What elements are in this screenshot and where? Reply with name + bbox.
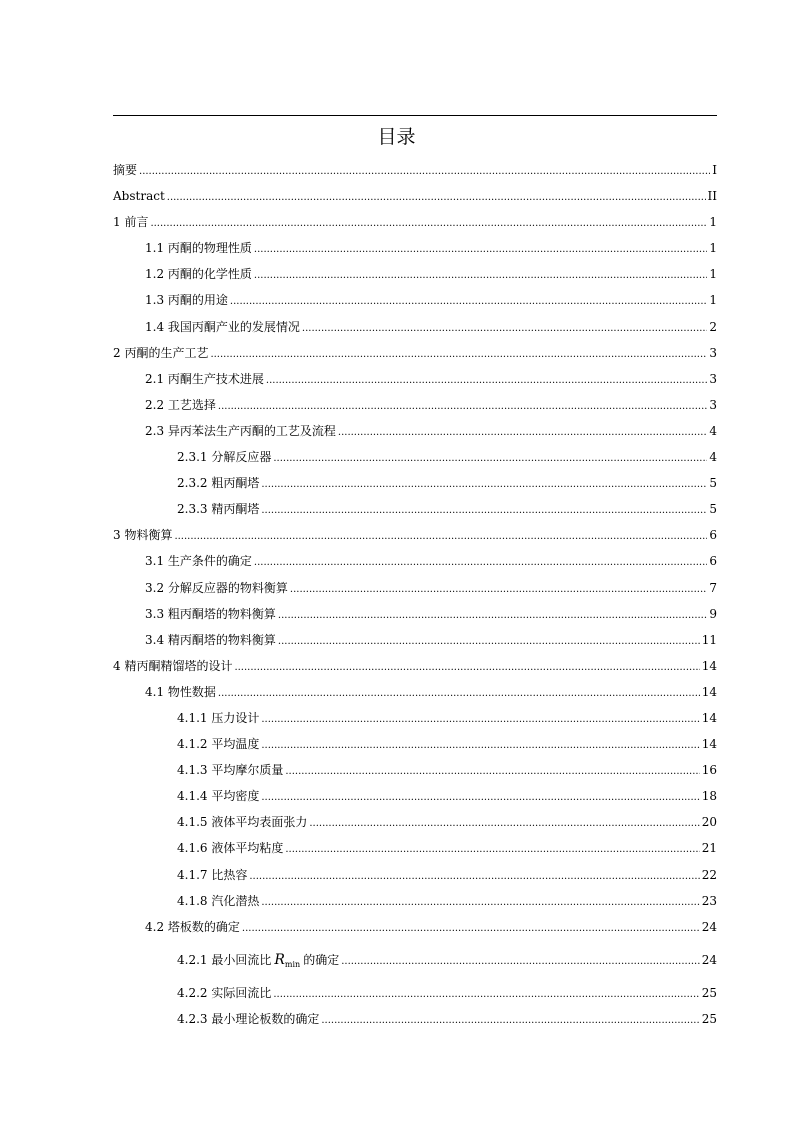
toc-entry-text: 4.1.1 压力设计 [177, 710, 260, 725]
toc-entry-text: 1.2 丙酮的化学性质 [145, 267, 252, 282]
toc-entry-text: 3 物料衡算 [113, 528, 173, 543]
toc-entry[interactable] [113, 888, 717, 914]
toc-entry-label [177, 731, 259, 757]
toc-entry-label [113, 209, 148, 235]
toc-page-number: 5 [709, 476, 717, 491]
toc-page-number: 14 [701, 684, 717, 699]
toc-entry[interactable] [113, 522, 717, 548]
toc-page-number: 11 [701, 632, 717, 647]
toc-entry-text: 3.4 精丙酮塔的物料衡算 [145, 632, 276, 647]
toc-entry-text: 2.3.3 精丙酮塔 [177, 502, 260, 517]
toc-entry[interactable] [113, 418, 717, 444]
toc-entry-text: 1.3 丙酮的用途 [145, 293, 228, 308]
toc-entry[interactable] [113, 809, 717, 835]
toc-entry-label [145, 679, 216, 705]
table-of-contents [113, 157, 717, 1032]
toc-entry[interactable] [113, 548, 717, 574]
dot-leader [273, 446, 707, 472]
toc-page-number: 14 [701, 710, 717, 725]
toc-entry-label [145, 261, 252, 287]
toc-entry[interactable] [113, 757, 717, 783]
dot-leader [278, 603, 707, 629]
dot-leader [210, 342, 707, 368]
toc-page-number: 1 [709, 293, 717, 308]
toc-entry-text: 3.1 生产条件的确定 [145, 554, 252, 569]
dot-leader [285, 837, 699, 863]
toc-page-number: 21 [701, 841, 717, 856]
toc-entry-text: 4.1.8 汽化潜热 [177, 893, 260, 908]
toc-entry-text: 2.3.2 粗丙酮塔 [177, 476, 260, 491]
toc-page-number: 1 [709, 215, 717, 230]
toc-entry-label [177, 496, 259, 522]
toc-entry-label [113, 653, 232, 679]
toc-entry-text: 2.1 丙酮生产技术进展 [145, 371, 264, 386]
toc-page-number: 5 [709, 502, 717, 517]
toc-entry-label [113, 340, 208, 366]
toc-entry[interactable] [113, 783, 717, 809]
toc-entry[interactable] [113, 287, 717, 313]
toc-entry[interactable] [113, 235, 717, 261]
dot-leader [234, 655, 699, 681]
dot-leader [266, 368, 707, 394]
toc-entry-label [177, 1006, 319, 1032]
dot-leader [285, 759, 699, 785]
toc-entry-text: 2.3.1 分解反应器 [177, 450, 272, 465]
toc-entry-label [145, 287, 228, 313]
dot-leader [254, 263, 707, 289]
toc-entry[interactable] [113, 705, 717, 731]
toc-entry[interactable] [113, 392, 717, 418]
toc-entry-label [145, 314, 300, 340]
toc-page-number: 22 [701, 867, 717, 882]
toc-entry[interactable] [113, 444, 717, 470]
math-subscript: min [284, 959, 301, 969]
toc-entry[interactable] [113, 1006, 717, 1032]
toc-entry-text: 4.1.2 平均温度 [177, 737, 260, 752]
toc-entry[interactable] [113, 366, 717, 392]
dot-leader [273, 982, 699, 1008]
toc-entry-text: 3.2 分解反应器的物料衡算 [145, 580, 288, 595]
toc-entry[interactable] [113, 261, 717, 287]
toc-entry-label [177, 783, 259, 809]
toc-entry[interactable] [113, 496, 717, 522]
toc-entry[interactable] [113, 731, 717, 757]
dot-leader [321, 1008, 699, 1034]
toc-entry-text: 4.1.4 平均密度 [177, 789, 260, 804]
toc-entry[interactable] [113, 862, 717, 888]
toc-page-number: II [707, 189, 717, 204]
toc-entry-label [113, 157, 137, 183]
dot-leader [338, 420, 707, 446]
toc-page-number: 6 [709, 528, 717, 543]
toc-entry[interactable] [113, 980, 717, 1006]
dot-leader [261, 472, 707, 498]
toc-entry-label [177, 980, 271, 1006]
dot-leader [254, 550, 707, 576]
toc-entry-label [177, 757, 283, 783]
toc-entry-label [113, 522, 172, 548]
toc-page-number: 24 [701, 919, 717, 934]
toc-page-number: 4 [709, 450, 717, 465]
dot-leader [309, 811, 699, 837]
dot-leader [254, 237, 707, 263]
toc-entry[interactable] [113, 340, 717, 366]
toc-page-number: 18 [701, 789, 717, 804]
toc-page-number: 20 [701, 815, 717, 830]
toc-entry-text: 1.1 丙酮的物理性质 [145, 241, 252, 256]
toc-page-number: 25 [701, 1011, 717, 1026]
toc-entry[interactable] [113, 914, 717, 940]
toc-entry-label [177, 835, 283, 861]
dot-leader [261, 707, 699, 733]
toc-entry-label [177, 705, 259, 731]
toc-page-number: 1 [709, 267, 717, 282]
toc-entry-text: 4.2.2 实际回流比 [177, 985, 272, 1000]
toc-entry-text: 4.1.3 平均摩尔质量 [177, 763, 284, 778]
toc-entry-label [177, 470, 259, 496]
dot-leader [150, 211, 707, 237]
dot-leader [261, 785, 699, 811]
toc-page-number: 14 [701, 658, 717, 673]
toc-entry-text: 4.2.3 最小理论板数的确定 [177, 1011, 320, 1026]
toc-entry[interactable] [113, 601, 717, 627]
toc-entry-label [145, 366, 264, 392]
toc-entry-text: 4.1.6 液体平均粘度 [177, 841, 284, 856]
toc-entry[interactable] [113, 653, 717, 679]
toc-entry-text: 1 前言 [113, 215, 149, 230]
toc-page-number: 6 [709, 554, 717, 569]
toc-entry-label [145, 418, 336, 444]
toc-entry-label [145, 235, 252, 261]
toc-entry-text: 4 精丙酮精馏塔的设计 [113, 658, 233, 673]
toc-entry-label [145, 914, 240, 940]
toc-entry[interactable] [113, 575, 717, 601]
toc-page-number: I [712, 163, 717, 177]
toc-entry[interactable] [113, 627, 717, 653]
toc-entry-label [113, 183, 165, 209]
toc-entry-label [177, 888, 259, 914]
header-rule [113, 115, 717, 116]
toc-page-number: 7 [709, 580, 717, 595]
toc-entry[interactable] [113, 183, 717, 209]
dot-leader [249, 864, 699, 890]
page-title: 目录 [377, 126, 416, 148]
toc-page-number: 3 [709, 397, 717, 412]
toc-entry-text: 4.1.5 液体平均表面张力 [177, 815, 308, 830]
toc-entry-label [145, 601, 276, 627]
toc-entry-label [177, 940, 339, 985]
dot-leader [218, 394, 707, 420]
dot-leader [139, 159, 710, 185]
toc-entry[interactable] [113, 940, 717, 980]
math-symbol: R [274, 951, 285, 968]
toc-entry[interactable] [113, 835, 717, 861]
toc-page-number: 4 [709, 423, 717, 438]
toc-entry-text: 摘要 [113, 163, 138, 177]
toc-entry-text: 4.2.1 最小回流比 [177, 952, 272, 967]
dot-leader [242, 916, 700, 942]
dot-leader [230, 289, 707, 315]
toc-entry-label [145, 575, 288, 601]
toc-entry-text: 4.1 物性数据 [145, 684, 216, 699]
dot-leader [290, 577, 707, 603]
toc-page-number: 24 [701, 952, 717, 967]
dot-leader [261, 890, 699, 916]
toc-entry-text: 4.1.7 比热容 [177, 867, 248, 882]
toc-entry-label [145, 627, 276, 653]
toc-page-number: 14 [701, 737, 717, 752]
toc-entry-text: 2.3 异丙苯法生产丙酮的工艺及流程 [145, 423, 336, 438]
toc-page-number: 16 [701, 763, 717, 778]
toc-page-number: 3 [709, 371, 717, 386]
toc-entry-text: 1.4 我国丙酮产业的发展情况 [145, 319, 300, 334]
toc-entry-text: Abstract [113, 189, 165, 204]
toc-page-number: 2 [709, 319, 717, 334]
toc-page-number: 25 [701, 985, 717, 1000]
dot-leader [302, 316, 707, 342]
toc-entry-label [177, 444, 271, 470]
toc-entry-text: 3.3 粗丙酮塔的物料衡算 [145, 606, 276, 621]
toc-entry-label [177, 809, 307, 835]
dot-leader [261, 498, 707, 524]
toc-page-number: 3 [709, 345, 717, 360]
toc-entry[interactable] [113, 157, 717, 183]
toc-entry[interactable] [113, 314, 717, 340]
dot-leader [167, 185, 706, 211]
toc-entry[interactable] [113, 209, 717, 235]
toc-page-number: 1 [709, 241, 717, 256]
dot-leader [341, 942, 700, 982]
toc-entry-label [145, 392, 216, 418]
dot-leader [174, 524, 707, 550]
dot-leader [261, 733, 699, 759]
dot-leader [218, 681, 700, 707]
toc-page-number: 9 [709, 606, 717, 621]
toc-entry-text: 2.2 工艺选择 [145, 397, 216, 412]
toc-entry-text: 2 丙酮的生产工艺 [113, 345, 209, 360]
toc-entry-label [177, 862, 247, 888]
toc-entry-suffix: 的确定 [303, 952, 340, 967]
toc-entry[interactable] [113, 679, 717, 705]
toc-entry-text: 4.2 塔板数的确定 [145, 919, 240, 934]
toc-page-number: 23 [701, 893, 717, 908]
toc-entry-label [145, 548, 252, 574]
toc-entry[interactable] [113, 470, 717, 496]
dot-leader [278, 629, 700, 655]
